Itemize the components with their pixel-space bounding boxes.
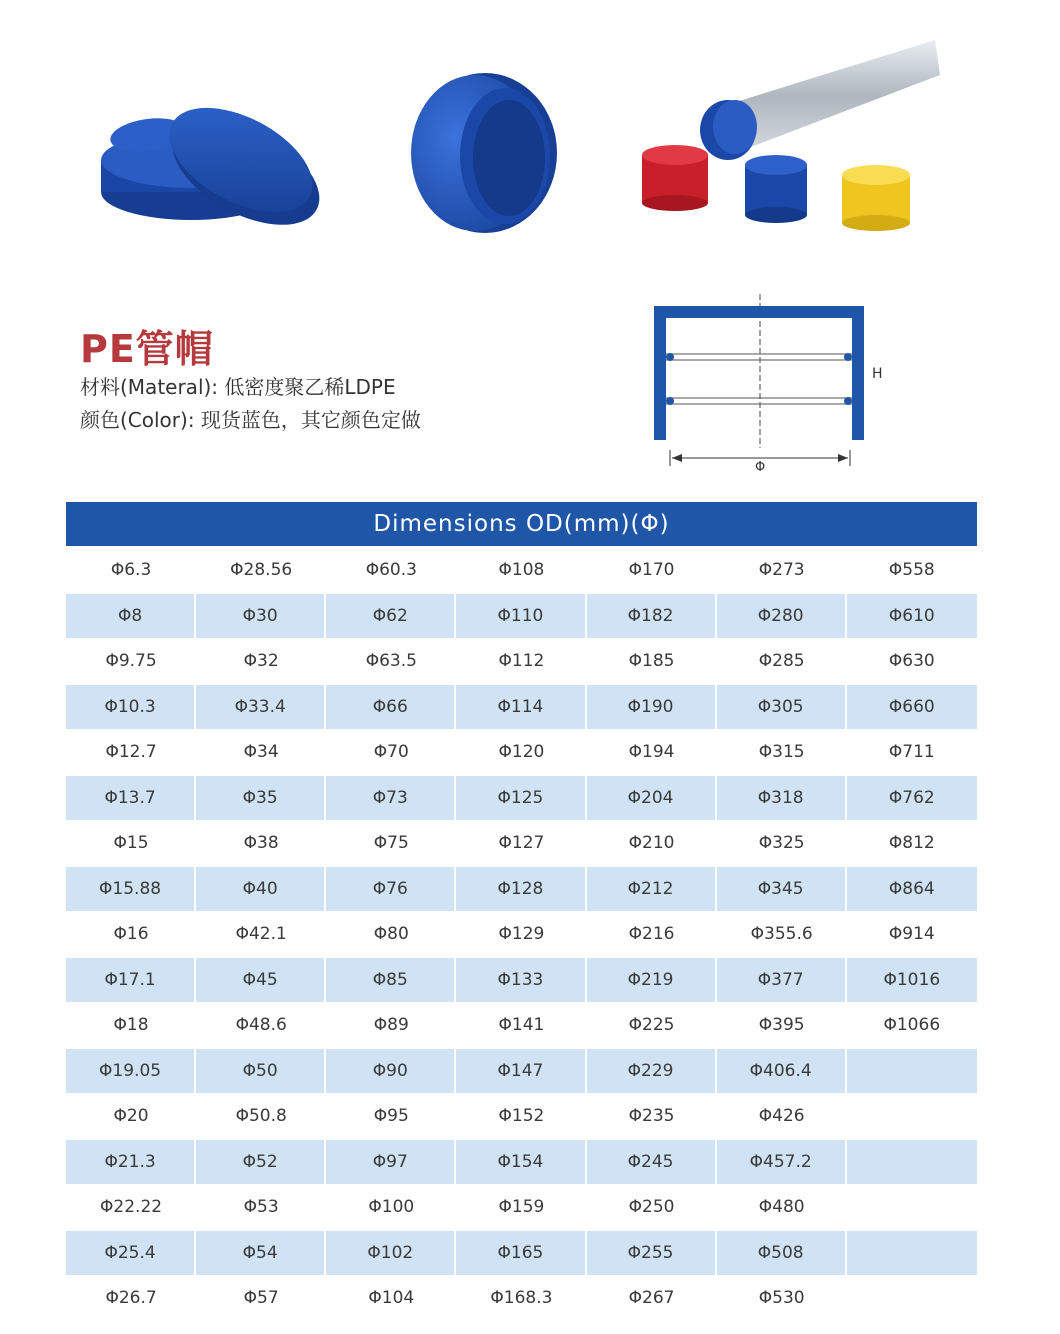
product-title: PE管帽 — [80, 327, 214, 371]
table-cell: Φ42.1 — [235, 924, 287, 944]
table-cell: Φ128 — [456, 867, 586, 912]
table-cell: Φ170 — [628, 560, 675, 580]
table-cell — [847, 1231, 977, 1276]
table-cell: Φ75 — [373, 833, 409, 853]
table-cell: Φ325 — [758, 833, 805, 853]
table-cell — [847, 1140, 977, 1185]
table-cell: Φ20 — [113, 1106, 149, 1126]
table-cell: Φ53 — [243, 1197, 279, 1217]
table-cell: Φ62 — [326, 594, 456, 639]
table-row — [66, 775, 977, 822]
table-row — [66, 548, 977, 593]
table-row — [66, 1276, 977, 1321]
table-cell: Φ15 — [113, 833, 149, 853]
table-cell: Φ480 — [758, 1197, 805, 1217]
table-row — [66, 730, 977, 775]
table-cell: Φ225 — [628, 1015, 675, 1035]
table-cell: Φ457.2 — [717, 1140, 847, 1185]
table-cell: Φ204 — [587, 776, 717, 821]
table-cell: Φ110 — [456, 594, 586, 639]
table-cell: Φ60.3 — [365, 560, 417, 580]
table-cell: Φ6.3 — [110, 560, 152, 580]
table-cell: Φ273 — [758, 560, 805, 580]
table-cell: Φ285 — [758, 651, 805, 671]
table-row — [66, 957, 977, 1004]
table-cell: Φ30 — [196, 594, 326, 639]
table-cell: Φ70 — [373, 742, 409, 762]
table-row — [66, 912, 977, 957]
table-cell: Φ426 — [758, 1106, 805, 1126]
table-cell: Φ100 — [368, 1197, 415, 1217]
table-cell: Φ120 — [498, 742, 545, 762]
table-cell: Φ235 — [628, 1106, 675, 1126]
table-cell: Φ73 — [326, 776, 456, 821]
table-cell: Φ280 — [717, 594, 847, 639]
table-cell: Φ318 — [717, 776, 847, 821]
table-cell: Φ245 — [587, 1140, 717, 1185]
table-cell: Φ17.1 — [66, 958, 196, 1003]
table-cell: Φ48.6 — [235, 1015, 287, 1035]
table-cell: Φ26.7 — [105, 1288, 157, 1308]
table-cell: Φ18 — [113, 1015, 149, 1035]
table-cell: Φ315 — [758, 742, 805, 762]
table-cell: Φ12.7 — [105, 742, 157, 762]
table-cell: Φ660 — [847, 685, 977, 730]
table-row — [66, 1185, 977, 1230]
table-cell: Φ21.3 — [66, 1140, 196, 1185]
table-cell: Φ159 — [498, 1197, 545, 1217]
table-row — [66, 866, 977, 913]
table-cell: Φ630 — [888, 651, 935, 671]
table-cell: Φ154 — [456, 1140, 586, 1185]
table-header: Dimensions OD(mm)(Φ) — [66, 502, 977, 546]
table-cell: Φ40 — [196, 867, 326, 912]
table-cell: Φ255 — [587, 1231, 717, 1276]
stacked-caps-photo — [96, 80, 336, 230]
table-cell: Φ212 — [587, 867, 717, 912]
table-cell: Φ1016 — [847, 958, 977, 1003]
color-text: 颜色(Color): 现货蓝色，其它颜色定做 — [80, 408, 421, 432]
table-cell: Φ194 — [628, 742, 675, 762]
table-cell: Φ102 — [326, 1231, 456, 1276]
table-cell: Φ34 — [243, 742, 279, 762]
table-cell: Φ25.4 — [66, 1231, 196, 1276]
table-body — [66, 548, 977, 1321]
table-cell: Φ108 — [498, 560, 545, 580]
table-cell: Φ32 — [243, 651, 279, 671]
table-cell: Φ22.22 — [100, 1197, 163, 1217]
table-cell: Φ35 — [196, 776, 326, 821]
table-row — [66, 1139, 977, 1186]
table-cell: Φ406.4 — [717, 1049, 847, 1094]
table-cell: Φ104 — [368, 1288, 415, 1308]
table-cell: Φ914 — [888, 924, 935, 944]
table-cell: Φ165 — [456, 1231, 586, 1276]
table-cell: Φ127 — [498, 833, 545, 853]
table-cell: Φ250 — [628, 1197, 675, 1217]
table-cell: Φ229 — [587, 1049, 717, 1094]
table-cell — [847, 1185, 977, 1230]
table-cell: Φ16 — [113, 924, 149, 944]
table-cell: Φ10.3 — [66, 685, 196, 730]
pipe-with-caps-photo — [630, 35, 950, 240]
table-cell: Φ114 — [456, 685, 586, 730]
table-cell: Φ267 — [628, 1288, 675, 1308]
table-cell: Φ66 — [326, 685, 456, 730]
table-cell: Φ112 — [498, 651, 545, 671]
table-cell: Φ57 — [243, 1288, 279, 1308]
dimensions-table — [66, 502, 977, 1321]
table-cell: Φ305 — [717, 685, 847, 730]
table-cell: Φ19.05 — [66, 1049, 196, 1094]
table-cell: Φ610 — [847, 594, 977, 639]
material-text: 材料(Materal): 低密度聚乙稀LDPE — [80, 375, 396, 399]
table-cell: Φ345 — [717, 867, 847, 912]
table-cell: Φ85 — [326, 958, 456, 1003]
table-cell — [847, 1049, 977, 1094]
table-cell: Φ54 — [196, 1231, 326, 1276]
cap-cross-section-diagram — [640, 288, 900, 482]
table-cell: Φ216 — [628, 924, 675, 944]
table-cell: Φ129 — [498, 924, 545, 944]
table-cell: Φ97 — [326, 1140, 456, 1185]
table-cell: Φ33.4 — [196, 685, 326, 730]
table-cell: Φ133 — [456, 958, 586, 1003]
table-cell: Φ13.7 — [66, 776, 196, 821]
table-cell: Φ63.5 — [365, 651, 417, 671]
table-cell: Φ147 — [456, 1049, 586, 1094]
table-cell: Φ210 — [628, 833, 675, 853]
table-cell: Φ864 — [847, 867, 977, 912]
table-cell: Φ141 — [498, 1015, 545, 1035]
table-cell: Φ812 — [888, 833, 935, 853]
table-row — [66, 1048, 977, 1095]
diameter-label: Φ — [755, 460, 766, 475]
table-cell: Φ190 — [587, 685, 717, 730]
table-cell — [847, 1276, 977, 1321]
table-cell: Φ395 — [758, 1015, 805, 1035]
table-cell: Φ52 — [196, 1140, 326, 1185]
height-label: H — [872, 366, 883, 382]
table-cell: Φ168.3 — [490, 1288, 553, 1308]
table-cell: Φ1066 — [883, 1015, 941, 1035]
table-row — [66, 1230, 977, 1277]
table-cell: Φ38 — [243, 833, 279, 853]
table-cell: Φ182 — [587, 594, 717, 639]
table-cell: Φ28.56 — [230, 560, 293, 580]
table-row — [66, 821, 977, 866]
table-cell: Φ15.88 — [66, 867, 196, 912]
table-cell: Φ50 — [196, 1049, 326, 1094]
table-cell: Φ185 — [628, 651, 675, 671]
table-cell: Φ152 — [498, 1106, 545, 1126]
table-row — [66, 593, 977, 640]
table-cell: Φ95 — [373, 1106, 409, 1126]
table-cell: Φ89 — [373, 1015, 409, 1035]
table-cell: Φ530 — [758, 1288, 805, 1308]
table-row — [66, 639, 977, 684]
table-cell — [847, 1094, 977, 1139]
table-cell: Φ45 — [196, 958, 326, 1003]
table-cell: Φ355.6 — [750, 924, 813, 944]
table-cell: Φ90 — [326, 1049, 456, 1094]
table-cell: Φ377 — [717, 958, 847, 1003]
table-cell: Φ762 — [847, 776, 977, 821]
table-cell: Φ76 — [326, 867, 456, 912]
table-cell: Φ558 — [888, 560, 935, 580]
table-cell: Φ8 — [66, 594, 196, 639]
table-row — [66, 1094, 977, 1139]
table-cell: Φ711 — [888, 742, 935, 762]
table-cell: Φ80 — [373, 924, 409, 944]
table-cell: Φ219 — [587, 958, 717, 1003]
table-cell: Φ9.75 — [105, 651, 157, 671]
table-cell: Φ50.8 — [235, 1106, 287, 1126]
table-row — [66, 1003, 977, 1048]
single-cap-photo — [405, 68, 565, 238]
table-cell: Φ508 — [717, 1231, 847, 1276]
table-row — [66, 684, 977, 731]
table-cell: Φ125 — [456, 776, 586, 821]
